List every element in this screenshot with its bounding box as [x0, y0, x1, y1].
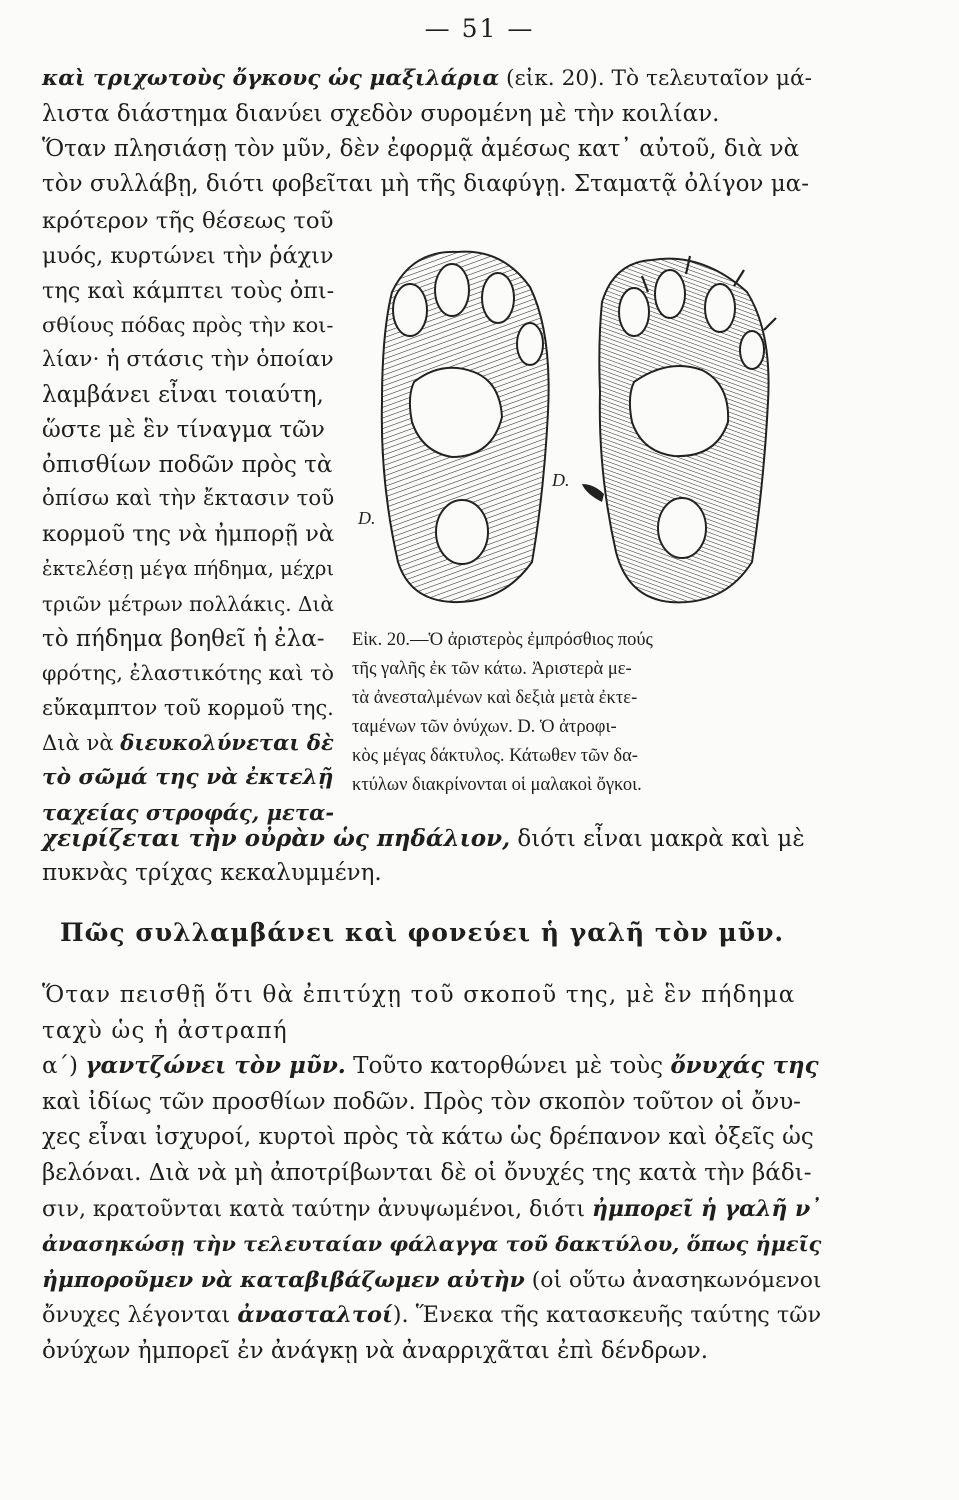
- emphasis-text: καὶ τριχωτοὺς ὄγκους ὡς μαξιλάρια: [42, 66, 500, 91]
- text-line: [42, 206, 333, 236]
- emphasis-text: ὄνυχάς της: [670, 1052, 819, 1080]
- text-segment: καὶ ἰδίως τῶν προσθίων ποδῶν. Πρὸς τὸν σκοπὸν τοῦτον οἱ ὄνυ-: [42, 1088, 801, 1115]
- text-line: [42, 728, 334, 758]
- text-line: [42, 658, 334, 688]
- text-line: [42, 134, 799, 164]
- text-segment: Τοῦτο κατορθώνει μὲ τοὺς: [345, 1053, 671, 1080]
- text-line: [42, 1051, 819, 1081]
- text-segment: λαμβάνει εἶναι τοιαύτη,: [42, 382, 324, 408]
- page-number: — 51 —: [424, 14, 535, 43]
- text-line: [42, 1265, 821, 1296]
- text-segment: φρότης, ἐλαστικότης καὶ τὸ: [42, 661, 334, 686]
- text-segment: σθίους πόδας πρὸς τὴν κοι-: [42, 313, 334, 338]
- caption-line: κὸς μέγας δάκτυλος. Κάτωθεν τῶν δα-: [352, 746, 638, 766]
- text-line: [42, 380, 324, 410]
- text-line: [42, 519, 334, 549]
- text-line: [42, 1194, 821, 1225]
- caption-line: κτύλων διακρίνονται οἱ μαλακοὶ ὄγκοι.: [352, 775, 642, 795]
- text-segment: Ὅταν πλησιάσῃ τὸν μῦν, δὲν ἐφορμᾷ ἀμέσως κατ᾿ αὐτοῦ, διὰ νὰ: [42, 136, 800, 162]
- emphasis-text: διευκολύνεται δὲ: [120, 730, 334, 755]
- text-segment: της καὶ κάμπτει τοὺς ὀπι-: [42, 277, 335, 304]
- text-line: [42, 64, 812, 94]
- caption-line: ταμένων τῶν ὀνύχων. D. Ὁ ἀτροφι-: [352, 717, 617, 737]
- text-line: [42, 1300, 821, 1330]
- text-line: [42, 99, 719, 129]
- text-line: [42, 1229, 821, 1259]
- text-line: [42, 1158, 811, 1188]
- text-line: [42, 484, 334, 514]
- text-segment: ). Ἕνεκα τῆς κατασκευῆς ταύτης τῶν: [392, 1302, 822, 1329]
- text-segment: διότι εἶναι μακρὰ καὶ μὲ: [510, 826, 805, 852]
- text-segment: Ὅταν πεισθῇ ὅτι θὰ ἐπιτύχῃ τοῦ σκοποῦ της, μὲ ἓν πήδημα: [42, 982, 796, 1008]
- section-heading: Πῶς συλλαμβάνει καὶ φονεύει ἡ γαλῆ τὸν μῦν.: [60, 918, 785, 947]
- text-line: [42, 980, 796, 1010]
- text-segment: χες εἶναι ἰσχυροί, κυρτοὶ πρὸς τὰ κάτω ὡς δρέπανον καὶ ὀξεῖς ὡς: [42, 1124, 814, 1151]
- text-segment: (εἰκ. 20). Τὸ τελευταῖον μά-: [499, 66, 812, 91]
- text-line: [42, 1087, 801, 1117]
- right-paw-drawing: [582, 256, 776, 602]
- text-segment: τὸν συλλάβῃ, διότι φοβεῖται μὴ τῆς διαφύγῃ. Σταματᾷ ὀλίγον μα-: [42, 171, 809, 197]
- text-line: [42, 1336, 708, 1366]
- text-line: [42, 415, 325, 445]
- text-segment: ὀπισθίων ποδῶν πρὸς τὰ: [42, 451, 333, 478]
- text-segment: λιστα διάστημα διανύει σχεδὸν συρομένη μὲ τὴν κοιλίαν.: [42, 101, 720, 127]
- emphasis-text: ἀνασηκώσῃ τὴν τελευταίαν φάλαγγα τοῦ δακτύλου, ὅπως ἡμεῖς: [42, 1231, 822, 1257]
- paws-illustration: [352, 232, 790, 632]
- emphasis-text: ἀνασταλτοί: [237, 1302, 393, 1329]
- text-line: [42, 345, 334, 375]
- emphasis-text: ταχείας στροφάς, μετα-: [42, 799, 335, 825]
- text-segment: α´): [42, 1053, 86, 1080]
- text-segment: ἐκτελέσῃ μέγα πήδημα, μέχρι: [42, 557, 335, 580]
- text-segment: τὸ πήδημα βοηθεῖ ἡ ἐλα-: [42, 625, 325, 652]
- left-paw-drawing: [382, 252, 549, 602]
- text-line: [42, 589, 334, 619]
- text-segment: πυκνὰς τρίχας κεκαλυμμένη.: [42, 860, 382, 886]
- text-segment: λίαν· ἡ στάσις τὴν ὁποίαν: [42, 347, 334, 373]
- text-line: [42, 554, 334, 584]
- emphasis-text: ἠμπορεῖ ἡ γαλῆ ν᾿: [591, 1195, 822, 1222]
- text-segment: ὀπίσω καὶ τὴν ἔκτασιν τοῦ: [42, 486, 335, 512]
- text-segment: ταχὺ ὡς ἡ ἀστραπή: [42, 1017, 288, 1044]
- figure-cat-paws: [352, 232, 790, 632]
- text-segment: τριῶν μέτρων πολλάκις. Διὰ: [42, 591, 334, 616]
- text-line: [42, 450, 332, 480]
- text-segment: ὥστε μὲ ἓν τίναγμα τῶν: [42, 416, 325, 443]
- text-segment: Διὰ νὰ: [42, 730, 121, 755]
- figure-label-left: D.: [358, 508, 376, 528]
- text-line: [42, 763, 334, 793]
- text-segment: ὀνύχων ἠμπορεῖ ἐν ἀνάγκῃ νὰ ἀναρριχᾶται ἐπὶ δένδρων.: [42, 1338, 709, 1364]
- text-segment: βελόναι. Διὰ νὰ μὴ ἀποτρίβωνται δὲ οἱ ὄνυχές της κατὰ τὴν βάδι-: [42, 1160, 812, 1186]
- emphasis-text: ἠμποροῦμεν νὰ καταβιβάζωμεν αὐτὴν: [42, 1266, 525, 1293]
- emphasis-text: γαντζώνει τὸν μῦν.: [85, 1052, 346, 1080]
- text-line: [42, 276, 334, 306]
- text-segment: ὄνυχες λέγονται: [42, 1302, 238, 1329]
- text-line: [42, 310, 333, 340]
- text-segment: κρότερον τῆς θέσεως τοῦ: [42, 208, 334, 234]
- text-segment: κορμοῦ της νὰ ἠμπορῇ νὰ: [42, 521, 335, 548]
- text-segment: μυός, κυρτώνει τὴν ῥάχιν: [42, 242, 334, 269]
- text-line: [42, 858, 382, 888]
- text-segment: (οἱ οὕτω ἀνασηκωνόμενοι: [524, 1267, 822, 1293]
- text-segment: σιν, κρατοῦνται κατὰ ταύτην ἀνυψωμένοι, διότι: [42, 1196, 592, 1222]
- text-line: [42, 624, 325, 654]
- caption-line: Εἰκ. 20.—Ὁ ἀριστερὸς ἐμπρόσθιος πούς: [352, 630, 653, 650]
- text-line: [42, 241, 334, 271]
- figure-label-right: D.: [552, 470, 570, 490]
- caption-line: τὰ ἀνεσταλμένων καὶ δεξιὰ μετὰ ἐκτε-: [352, 688, 638, 708]
- emphasis-text: χειρίζεται τὴν οὐρὰν ὡς πηδάλιον,: [42, 825, 511, 852]
- text-line: [42, 824, 805, 854]
- text-line: [42, 1016, 288, 1046]
- caption-line: τῆς γαλῆς ἐκ τῶν κάτω. Ἀριστερὰ με-: [352, 659, 632, 679]
- text-line: [42, 1122, 814, 1152]
- text-segment: εὔκαμπτον τοῦ κορμοῦ της.: [42, 696, 334, 721]
- text-line: [42, 693, 334, 723]
- emphasis-text: τὸ σῶμά της νὰ ἐκτελῇ: [42, 764, 334, 790]
- text-line: [42, 169, 809, 199]
